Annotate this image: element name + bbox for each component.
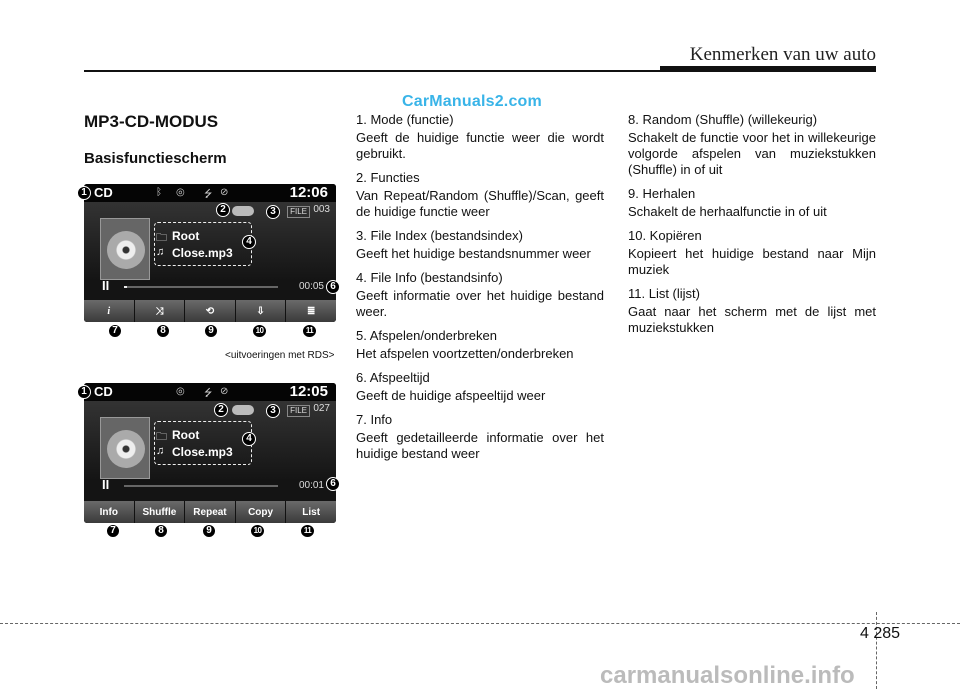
pause-icon[interactable]: II [102, 278, 110, 293]
progress-bar[interactable] [124, 485, 278, 487]
disc-status-icon: ◎ [176, 187, 185, 198]
list-button[interactable]: ≣ [286, 300, 336, 322]
item-2: 2. Functies Van Repeat/Random (Shuffle)/Scan, geeft de huidige functie weer [356, 170, 604, 219]
callout-3: 3 [266, 205, 280, 219]
status-bar [84, 184, 336, 202]
file-badge: FILE [287, 206, 310, 218]
item-11: 11. List (lijst) Gaat naar het scherm met de lijst met muziekstukken [628, 286, 876, 335]
folder-icon: 🗀 [156, 232, 167, 244]
callout-1: 1 [77, 186, 91, 200]
clock: 12:06 [289, 184, 328, 201]
text-column-middle [356, 112, 604, 470]
chapter-number: 4 [860, 625, 869, 642]
callout-1: 1 [77, 385, 91, 399]
watermark-bottom: carmanualsonline.info [600, 662, 855, 689]
header-title: Kenmerken van uw auto [689, 44, 876, 65]
section-title: MP3-CD-MODUS [84, 112, 219, 131]
item-6: 6. Afspeeltijd Geeft de huidige afspeeltijd weer [356, 370, 546, 403]
item-5: 5. Afspelen/onderbreken Het afspelen voortzetten/onderbreken [356, 328, 574, 361]
item-1: 1. Mode (functie) Geeft de huidige functie weer die wordt gebruikt. [356, 112, 604, 161]
screen-standard [84, 383, 336, 523]
button-row [84, 300, 336, 322]
item-7: 7. Info Geeft gedetailleerde informatie over het huidige bestand weer [356, 412, 604, 461]
callout-9: 9 [202, 524, 216, 538]
folder-icon: 🗀 [156, 431, 167, 443]
clock: 12:05 [289, 383, 328, 400]
repeat-button[interactable]: ⟲ [185, 300, 236, 322]
callout-4: 4 [242, 235, 256, 249]
callout-7: 7 [106, 524, 120, 538]
section-subtitle: Basisfunctiescherm [84, 150, 227, 167]
repeat-button[interactable]: Repeat [185, 501, 236, 523]
screen-caption: <uitvoeringen met RDS> [225, 350, 335, 361]
header-rule-accent [660, 66, 876, 72]
item-3: 3. File Index (bestandsindex) Geeft het huidige bestandsnummer weer [356, 228, 591, 261]
elapsed-time: 00:05 [298, 281, 324, 292]
mode-label: CD [94, 185, 113, 200]
item-4: 4. File Info (bestandsinfo) Geeft informatie over het huidige bestand weer. [356, 270, 604, 319]
info-button[interactable]: i [84, 300, 135, 322]
item-8: 8. Random (Shuffle) (willekeurig) Schakelt de functie voor het in willekeurige volgorde afspelen van muziekstukken (Shuffle) in of uit [628, 112, 876, 177]
track-name: Close.mp3 [172, 445, 233, 459]
file-badge: FILE [287, 405, 310, 417]
shuffle-button[interactable]: Shuffle [135, 501, 186, 523]
page-number [860, 625, 900, 643]
copy-button[interactable]: ⇩ [236, 300, 287, 322]
page-count: 285 [873, 625, 901, 642]
footer-rule [0, 623, 960, 624]
callout-8: 8 [154, 524, 168, 538]
folder-name: Root [172, 229, 200, 243]
item-10: 10. Kopiëren Kopieert het huidige bestand naar Mijn muziek [628, 228, 876, 277]
bluetooth-icon: ᛒ [156, 187, 162, 198]
progress-bar[interactable] [124, 286, 278, 288]
status-bar [84, 383, 336, 401]
watermark-top: CarManuals2.com [402, 93, 542, 110]
callout-10: 10 [250, 524, 265, 538]
album-art [100, 218, 150, 280]
list-button[interactable]: List [286, 501, 336, 523]
callout-6: 6 [326, 280, 340, 294]
callout-2: 2 [216, 203, 230, 217]
callout-9: 9 [204, 324, 218, 338]
file-index: 003 [313, 204, 330, 215]
callout-11: 11 [302, 324, 317, 338]
footer-divider [876, 612, 877, 689]
callout-8: 8 [156, 324, 170, 338]
repeat-mode-icon [232, 206, 254, 216]
callout-6: 6 [326, 477, 340, 491]
callout-7: 7 [108, 324, 122, 338]
pause-icon[interactable]: II [102, 477, 110, 492]
usb-icon: ⭍ [204, 189, 213, 200]
item-9: 9. Herhalen Schakelt de herhaalfunctie in of uit [628, 186, 827, 219]
repeat-mode-icon [232, 405, 254, 415]
folder-name: Root [172, 428, 200, 442]
callout-3: 3 [266, 404, 280, 418]
cd-disc-icon [107, 430, 145, 468]
callout-4: 4 [242, 432, 256, 446]
usb-icon: ⭍ [204, 388, 213, 399]
cd-disc-icon [107, 231, 145, 269]
button-row [84, 501, 336, 523]
mode-label: CD [94, 384, 113, 399]
aux-icon: ⊘ [220, 386, 229, 397]
progress-fill [124, 286, 127, 288]
callout-10: 10 [252, 324, 267, 338]
track-name: Close.mp3 [172, 246, 233, 260]
album-art [100, 417, 150, 479]
elapsed-time: 00:01 [298, 480, 324, 491]
callout-11: 11 [300, 524, 315, 538]
text-column-right [628, 112, 876, 344]
shuffle-button[interactable]: ⤨ [135, 300, 186, 322]
info-button[interactable]: Info [84, 501, 135, 523]
disc-status-icon: ◎ [176, 386, 185, 397]
file-index: 027 [313, 403, 330, 414]
aux-icon: ⊘ [220, 187, 229, 198]
screen-rds [84, 184, 336, 322]
callout-2: 2 [214, 403, 228, 417]
copy-button[interactable]: Copy [236, 501, 287, 523]
music-note-icon: ♫ [156, 445, 165, 457]
music-note-icon: ♫ [156, 246, 165, 258]
